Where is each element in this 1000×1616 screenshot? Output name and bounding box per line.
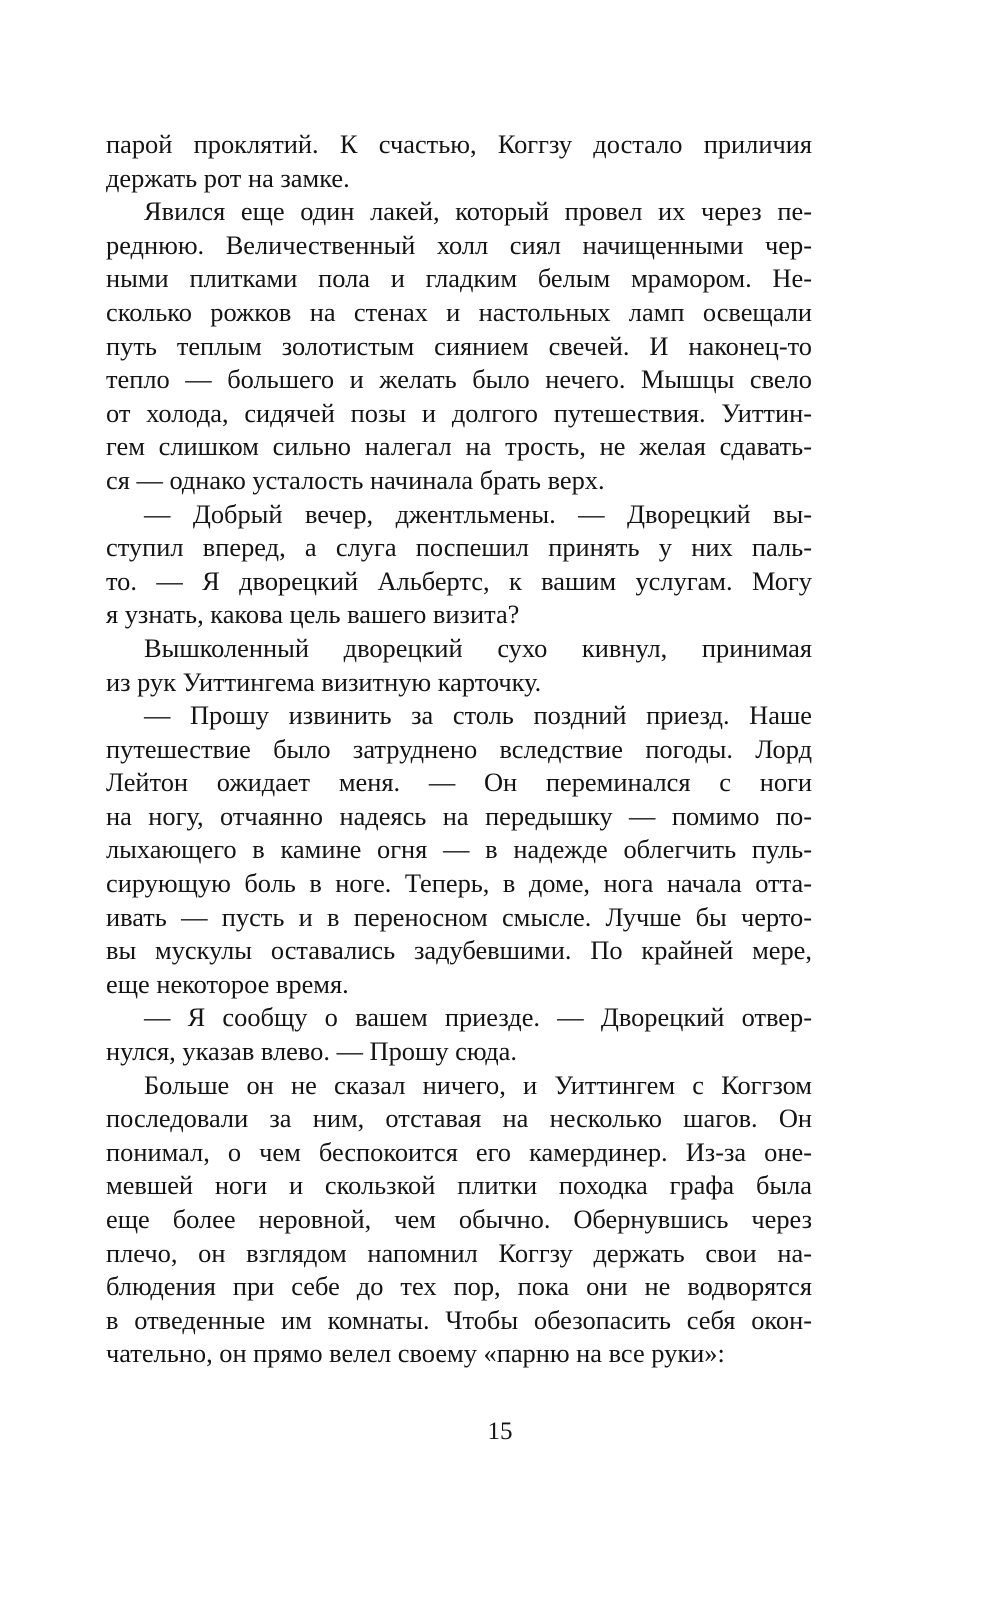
text-line: Явился еще один лакей, который провел их через пе- [144,196,812,227]
text-line: ивать — пусть и в переносном смысле. Лучше бы черто- [106,901,812,932]
text-line: держать рот на замке. [106,162,350,193]
text-line: сирующую боль в ноге. Теперь, в доме, нога начала отта- [106,868,812,899]
page-number: 15 [487,1418,513,1445]
text-line: вы мускулы оставались задубевшими. По крайней мере, [106,935,812,966]
text-line: Вышколенный дворецкий сухо кивнул, принимая [144,632,812,663]
text-line: нулся, указав влево. — Прошу сюда. [106,1036,517,1067]
text-line: — Я сообщу о вашем приезде. — Дворецкий отвер- [144,1002,812,1033]
text-line: на ногу, отчаянно надеясь на передышку — помимо по- [106,800,812,831]
text-line: Больше он не сказал ничего, и Уиттингем с Коггзом [144,1069,812,1100]
text-line: путешествие было затруднено вследствие погоды. Лорд [106,733,812,764]
text-line: — Прошу извинить за столь поздний приезд. Наше [144,700,812,731]
text-line: гем слишком сильно налегал на трость, не желая сдавать- [106,431,812,462]
text-line: мевшей ноги и скользкой плитки походка графа была [106,1170,812,1201]
text-line: лыхающего в камине огня — в надежде облегчить пуль- [106,834,812,865]
text-line: то. — Я дворецкий Альбертс, к вашим услугам. Могу [106,565,812,596]
text-line: — Добрый вечер, джентльмены. — Дворецкий вы- [144,498,812,529]
text-line: я узнать, какова цель вашего визита? [106,599,520,630]
text-line: тепло — большего и желать было нечего. Мышцы свело [106,364,812,395]
text-line: плечо, он взглядом напомнил Коггзу держать свои на- [106,1237,812,1268]
text-line: еще более неровной, чем обычно. Обернувшись через [106,1204,812,1234]
text-line: ными плитками пола и гладким белым мрамором. Не- [106,263,812,294]
text-line: ступил вперед, а слуга поспешил принять у них паль- [106,532,812,563]
text-line: от холода, сидячей позы и долгого путешествия. Уиттин- [106,397,812,428]
text-line: понимал, о чем беспокоится его камердинер. Из-за оне- [106,1136,812,1167]
text-line: в отведенные им комнаты. Чтобы обезопасить себя окон- [106,1304,812,1335]
book-page-text [106,128,812,1371]
text-line: путь теплым золотистым сиянием свечей. И наконец-то [106,330,812,361]
text-line: Лейтон ожидает меня. — Он переминался с ноги [106,767,812,798]
text-line: из рук Уиттингема визитную карточку. [106,666,542,697]
text-line: последовали за ним, отставая на несколько шагов. Он [106,1103,812,1134]
text-line: ся — однако усталость начинала брать верх. [106,464,605,495]
text-line: блюдения при себе до тех пор, пока они не водворятся [106,1271,812,1302]
text-line: реднюю. Величественный холл сиял начищенными чер- [106,229,812,260]
text-line: чательно, он прямо велел своему «парню на все руки»: [106,1338,725,1369]
text-line: сколько рожков на стенах и настольных ламп освещали [106,296,812,327]
text-line: парой проклятий. К счастью, Коггзу достало приличия [106,129,812,159]
text-line: еще некоторое время. [106,968,349,999]
